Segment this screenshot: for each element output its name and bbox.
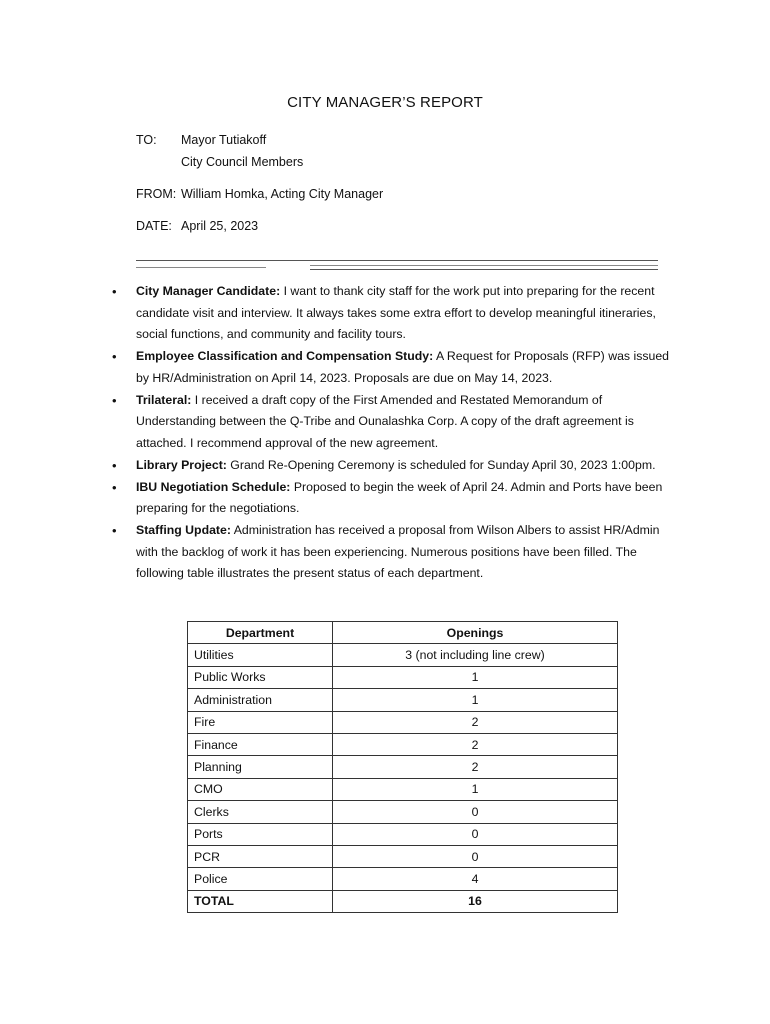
table-row — [188, 868, 618, 890]
total-label-cell: TOTAL — [188, 890, 333, 912]
bullet-heading: Employee Classification and Compensation Study: — [136, 349, 434, 363]
report-title: CITY MANAGER’S REPORT — [287, 94, 483, 111]
bullet-icon: • — [112, 479, 117, 495]
bullet-heading: City Manager Candidate: — [136, 284, 281, 298]
openings-cell: 4 — [333, 868, 618, 890]
department-cell: Utilities — [188, 644, 333, 666]
header-rule-top — [136, 260, 658, 261]
department-cell: Public Works — [188, 666, 333, 688]
bullet-icon: • — [112, 457, 117, 473]
header-rule-left — [136, 267, 266, 268]
openings-cell: 2 — [333, 711, 618, 733]
bullet-icon: • — [112, 284, 117, 299]
department-cell: CMO — [188, 778, 333, 800]
bullet-item — [112, 520, 681, 585]
department-cell: Ports — [188, 823, 333, 845]
bullet-item — [112, 281, 681, 346]
to-recipient-council: City Council Members — [181, 155, 304, 169]
openings-cell: 0 — [333, 801, 618, 823]
date-value: April 25, 2023 — [181, 219, 259, 233]
from-value: William Homka, Acting City Manager — [181, 187, 384, 201]
bullet-icon: • — [112, 523, 117, 538]
to-label: TO: — [136, 133, 157, 147]
bullet-heading: Library Project: — [136, 457, 227, 472]
bullet-heading: IBU Negotiation Schedule: — [136, 479, 291, 494]
column-header-department: Department — [188, 622, 333, 644]
header-rule-middle — [310, 265, 658, 266]
bullet-item — [112, 477, 681, 520]
bullet-text: A Request for Proposals (RFP) was issued by HR/Administration on April 14, 2023. Proposals are due on May 14, 2023. — [136, 349, 670, 385]
bullet-text: Proposed to begin the week of April 24. Admin and Ports have been preparing for the negotiations. — [136, 479, 663, 515]
table-row — [188, 801, 618, 823]
bullet-heading: Trilateral: — [136, 392, 192, 407]
bullet-icon: • — [112, 392, 117, 408]
openings-cell: 2 — [333, 756, 618, 778]
bullet-icon: • — [112, 349, 117, 364]
table-row — [188, 778, 618, 800]
total-value-cell: 16 — [333, 890, 618, 912]
to-recipient-mayor: Mayor Tutiakoff — [181, 133, 267, 147]
column-header-openings: Openings — [333, 622, 618, 644]
bullet-text: I received a draft copy of the First Amended and Restated Memorandum of Understanding between the Q-Tribe and Ounalashka Corp. A copy of the draft agreement is attached. I recommend approval of the new agreement. — [136, 392, 634, 450]
memo-date — [136, 215, 258, 237]
table-row — [188, 689, 618, 711]
bullet-item — [112, 455, 681, 477]
department-cell: Clerks — [188, 801, 333, 823]
table-row — [188, 845, 618, 867]
bullet-text: Administration has received a proposal from Wilson Albers to assist HR/Admin with the backlog of work it has been experiencing. Numerous positions have been filled. The following table illustrates the present status of each department. — [136, 523, 660, 580]
memo-to — [136, 129, 303, 173]
openings-cell: 1 — [333, 778, 618, 800]
openings-cell: 0 — [333, 823, 618, 845]
table-row — [188, 756, 618, 778]
table-row — [188, 666, 618, 688]
from-label: FROM: — [136, 187, 177, 201]
staffing-table — [187, 621, 618, 913]
table-header-row — [188, 622, 618, 644]
header-rule-bottom — [310, 269, 658, 270]
openings-cell: 3 (not including line crew) — [333, 644, 618, 666]
openings-cell: 1 — [333, 689, 618, 711]
department-cell: Fire — [188, 711, 333, 733]
table-row — [188, 644, 618, 666]
bullet-text: Grand Re-Opening Ceremony is scheduled for Sunday April 30, 2023 1:00pm. — [226, 457, 656, 472]
table-row — [188, 711, 618, 733]
table-total-row — [188, 890, 618, 912]
openings-cell: 1 — [333, 666, 618, 688]
department-cell: Administration — [188, 689, 333, 711]
bullet-text: I want to thank city staff for the work put into preparing for the recent candidate visit and interview. It always takes some extra effort to develop meaningful itineraries, social functions, and community and facility tours. — [136, 284, 656, 341]
department-cell: Police — [188, 868, 333, 890]
date-label: DATE: — [136, 219, 172, 233]
openings-cell: 2 — [333, 733, 618, 755]
department-cell: Finance — [188, 733, 333, 755]
memo-from — [136, 183, 383, 205]
department-cell: Planning — [188, 756, 333, 778]
openings-cell: 0 — [333, 845, 618, 867]
report-bullet-list — [112, 281, 681, 585]
table-row — [188, 733, 618, 755]
bullet-item — [112, 390, 681, 455]
bullet-heading: Staffing Update: — [136, 523, 231, 537]
department-cell: PCR — [188, 845, 333, 867]
bullet-item — [112, 346, 681, 389]
table-row — [188, 823, 618, 845]
